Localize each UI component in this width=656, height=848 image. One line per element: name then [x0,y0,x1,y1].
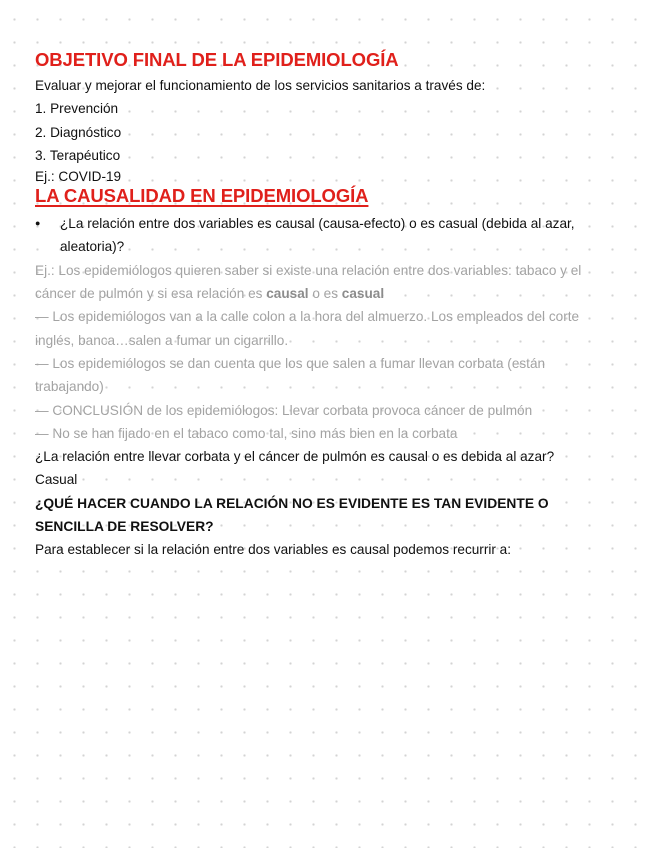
example-covid: Ej.: COVID-19 [35,169,122,185]
section-title-causalidad: LA CAUSALIDAD EN EPIDEMIOLOGÍA [35,185,369,207]
example-paragraph [35,259,611,306]
example-mid: o es [308,286,342,302]
bullet-question: ¿La relación entre dos variables es causal (causa-efecto) o es casual (debida al azar, aleatoria)? [60,216,575,255]
closing-text: Para establecer si la relación entre dos variables es causal podemos recurrir a: [35,542,512,558]
list-item-diagnostico: 2. Diagnóstico [35,124,122,140]
example-causal-word: causal [266,286,309,302]
answer-text: Casual [35,472,78,488]
bold-heading: ¿QUÉ HACER CUANDO LA RELACIÓN NO ES EVIDENTE ES TAN EVIDENTE O SENCILLA DE RESOLVER? [35,495,549,535]
example-casual-word: casual [341,286,385,302]
bullet-dot-icon: ● [35,218,41,229]
section-title-objetivo: OBJETIVO FINAL DE LA EPIDEMIOLOGÍA [35,49,399,70]
step-1: — Los epidemiólogos van a la calle colon a la hora del almuerzo. Los empleados del corte inglés, banca…salen a fumar un cigarrillo. [35,309,580,348]
step-3: — CONCLUSIÓN de los epidemiólogos: Llevar corbata provoca cáncer de pulmón [35,402,533,418]
list-item-prevencion: 1. Prevención [35,101,119,117]
question-text: ¿La relación entre llevar corbata y el cáncer de pulmón es causal o es debida al azar? [35,449,555,465]
list-item-terapeutico: 3. Terapéutico [35,147,121,163]
step-4: — No se han fijado en el tabaco como tal, sino más bien en la corbata [35,425,458,441]
document-page [35,46,611,562]
intro-text: Evaluar y mejorar el funcionamiento de los servicios sanitarios a través de: [35,78,486,93]
example-prefix: Ej.: Los epidemiólogos quieren saber si existe una relación entre dos variables: tabaco y el cáncer de pulmón y si esa relación es [35,262,582,302]
step-2: — Los epidemiólogos se dan cuenta que los que salen a fumar llevan corbata (están trabajando) [35,355,546,395]
bullet-item [35,212,611,259]
